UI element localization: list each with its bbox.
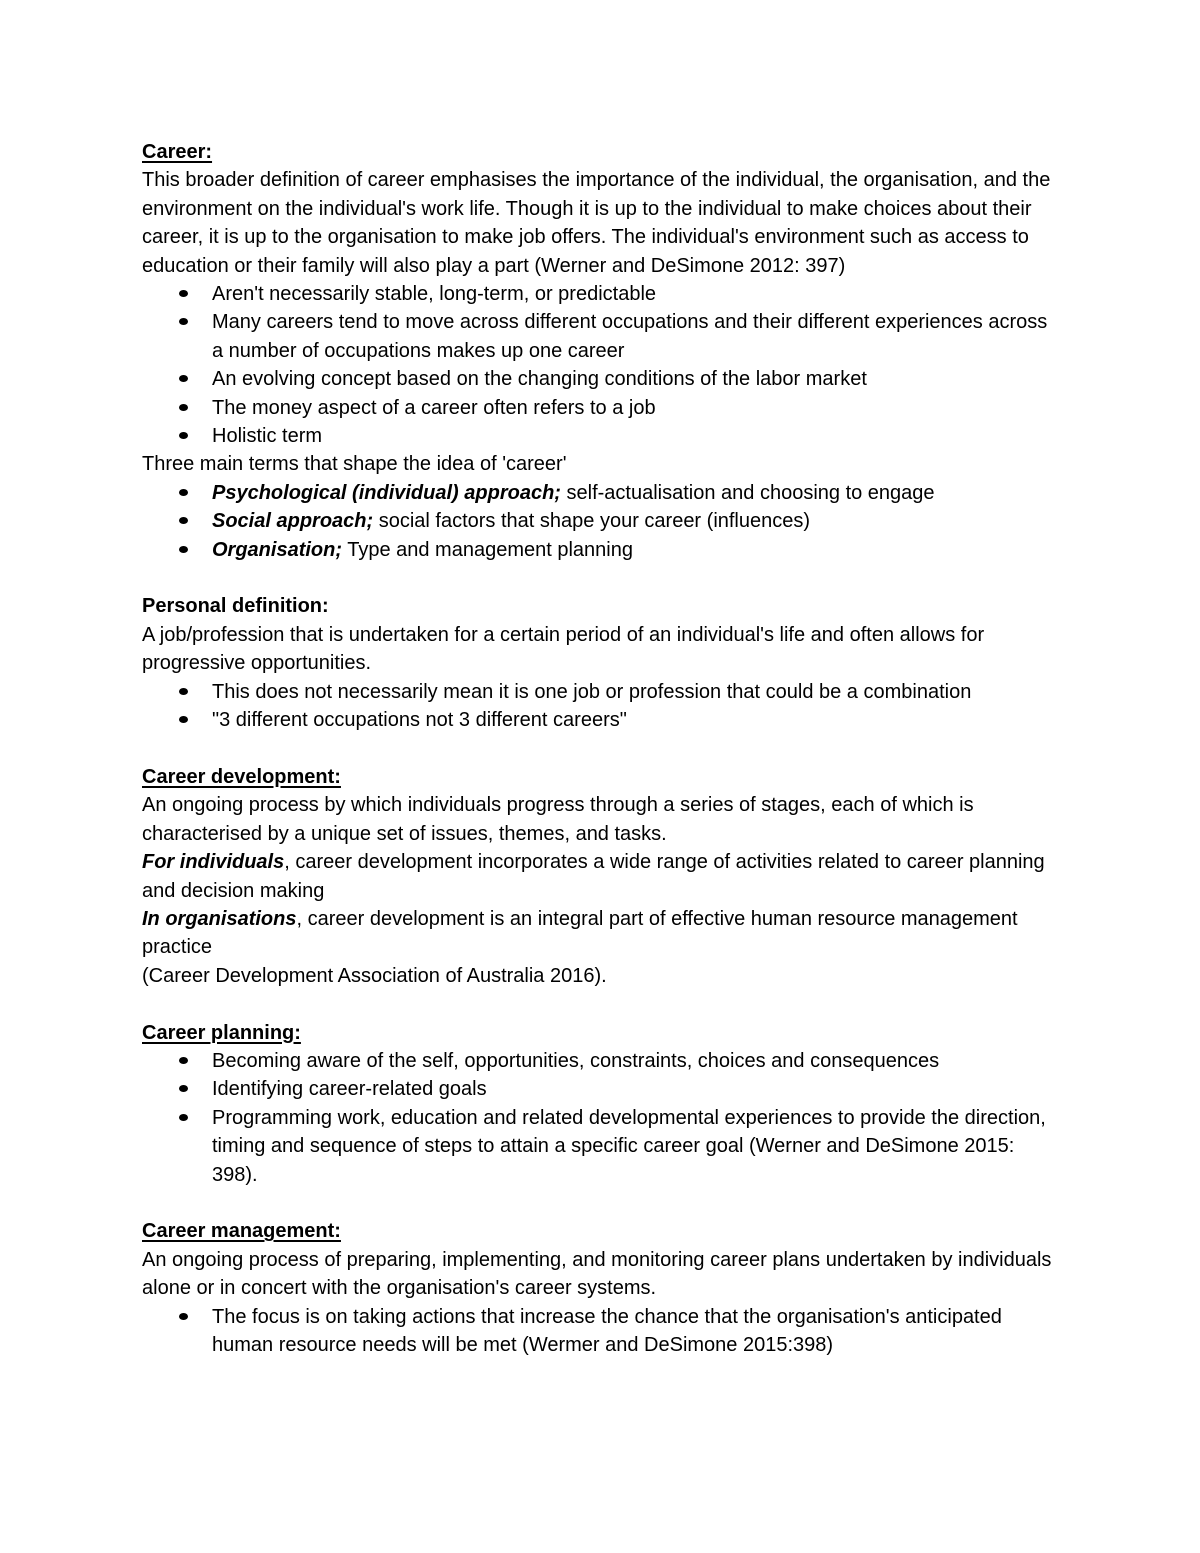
term-label: Psychological (individual) approach; bbox=[212, 481, 561, 504]
list-item: Many careers tend to move across different occupations and their different experiences across a number of occupations makes up one career bbox=[212, 308, 1060, 365]
term-description: social factors that shape your career (influences) bbox=[373, 510, 811, 533]
term-description: self-actualisation and choosing to engage bbox=[560, 481, 935, 504]
career-development-paragraph: An ongoing process by which individuals progress through a series of stages, each of which is characterised by a unique set of issues, themes, and tasks. bbox=[142, 794, 974, 845]
organisations-term: In organisations bbox=[142, 907, 297, 930]
terms-intro: Three main terms that shape the idea of 'career' bbox=[142, 453, 567, 476]
individuals-line bbox=[142, 848, 1060, 905]
term-label: Social approach; bbox=[212, 510, 374, 533]
individuals-term: For individuals bbox=[142, 851, 285, 874]
list-item: "3 different occupations not 3 different careers" bbox=[212, 706, 1060, 734]
list-item bbox=[212, 536, 1060, 564]
organisations-line bbox=[142, 905, 1060, 962]
list-item bbox=[212, 479, 1060, 507]
list-item bbox=[212, 507, 1060, 535]
list-item: An evolving concept based on the changing conditions of the labor market bbox=[212, 365, 1060, 393]
career-bullet-list bbox=[142, 280, 1060, 450]
spacer bbox=[142, 735, 1060, 763]
career-paragraph: This broader definition of career emphasises the importance of the individual, the organisation, and the environment on the individual's work life. Though it is up to the individual to make choices about their career, it is up to the organisation to make job offers. The individual's environment such as access to education or their family will also play a part (Werner and DeSimone 2012: 397) bbox=[142, 169, 1051, 277]
career-development-citation: (Career Development Association of Australia 2016). bbox=[142, 964, 607, 987]
list-item: The focus is on taking actions that increase the chance that the organisation's anticipated human resource needs will be met (Wermer and DeSimone 2015:398) bbox=[212, 1303, 1060, 1360]
career-management-list bbox=[142, 1303, 1060, 1360]
term-label: Organisation; bbox=[212, 538, 343, 561]
individuals-description: , career development incorporates a wide range of activities related to career planning and decision making bbox=[142, 851, 1045, 902]
list-item: Aren't necessarily stable, long-term, or predictable bbox=[212, 280, 1060, 308]
list-item: Identifying career-related goals bbox=[212, 1075, 1060, 1103]
personal-definition-paragraph: A job/profession that is undertaken for a certain period of an individual's life and often allows for progressive opportunities. bbox=[142, 623, 985, 675]
personal-definition-list bbox=[142, 678, 1060, 735]
career-planning-list bbox=[142, 1047, 1060, 1189]
personal-definition-heading: Personal definition: bbox=[142, 595, 329, 618]
terms-list bbox=[142, 479, 1060, 564]
career-management-heading: Career management: bbox=[142, 1220, 341, 1243]
organisations-description: , career development is an integral part of effective human resource management practice bbox=[142, 907, 1018, 959]
list-item: This does not necessarily mean it is one job or profession that could be a combination bbox=[212, 678, 1060, 706]
career-heading: Career: bbox=[142, 141, 213, 163]
career-development-heading: Career development: bbox=[142, 765, 341, 788]
list-item: Becoming aware of the self, opportunities, constraints, choices and consequences bbox=[212, 1047, 1060, 1075]
spacer bbox=[142, 990, 1060, 1018]
spacer bbox=[142, 564, 1060, 592]
list-item: Programming work, education and related developmental experiences to provide the direction, timing and sequence of steps to attain a specific career goal (Werner and DeSimone 2015: 398). bbox=[212, 1104, 1060, 1189]
list-item: Holistic term bbox=[212, 422, 1060, 450]
list-item: The money aspect of a career often refers to a job bbox=[212, 394, 1060, 422]
term-description: Type and management planning bbox=[342, 538, 633, 561]
career-planning-heading: Career planning: bbox=[142, 1021, 301, 1044]
career-management-paragraph: An ongoing process of preparing, implementing, and monitoring career plans undertaken by individuals alone or in concert with the organisation's career systems. bbox=[142, 1248, 1052, 1300]
spacer bbox=[142, 1189, 1060, 1217]
